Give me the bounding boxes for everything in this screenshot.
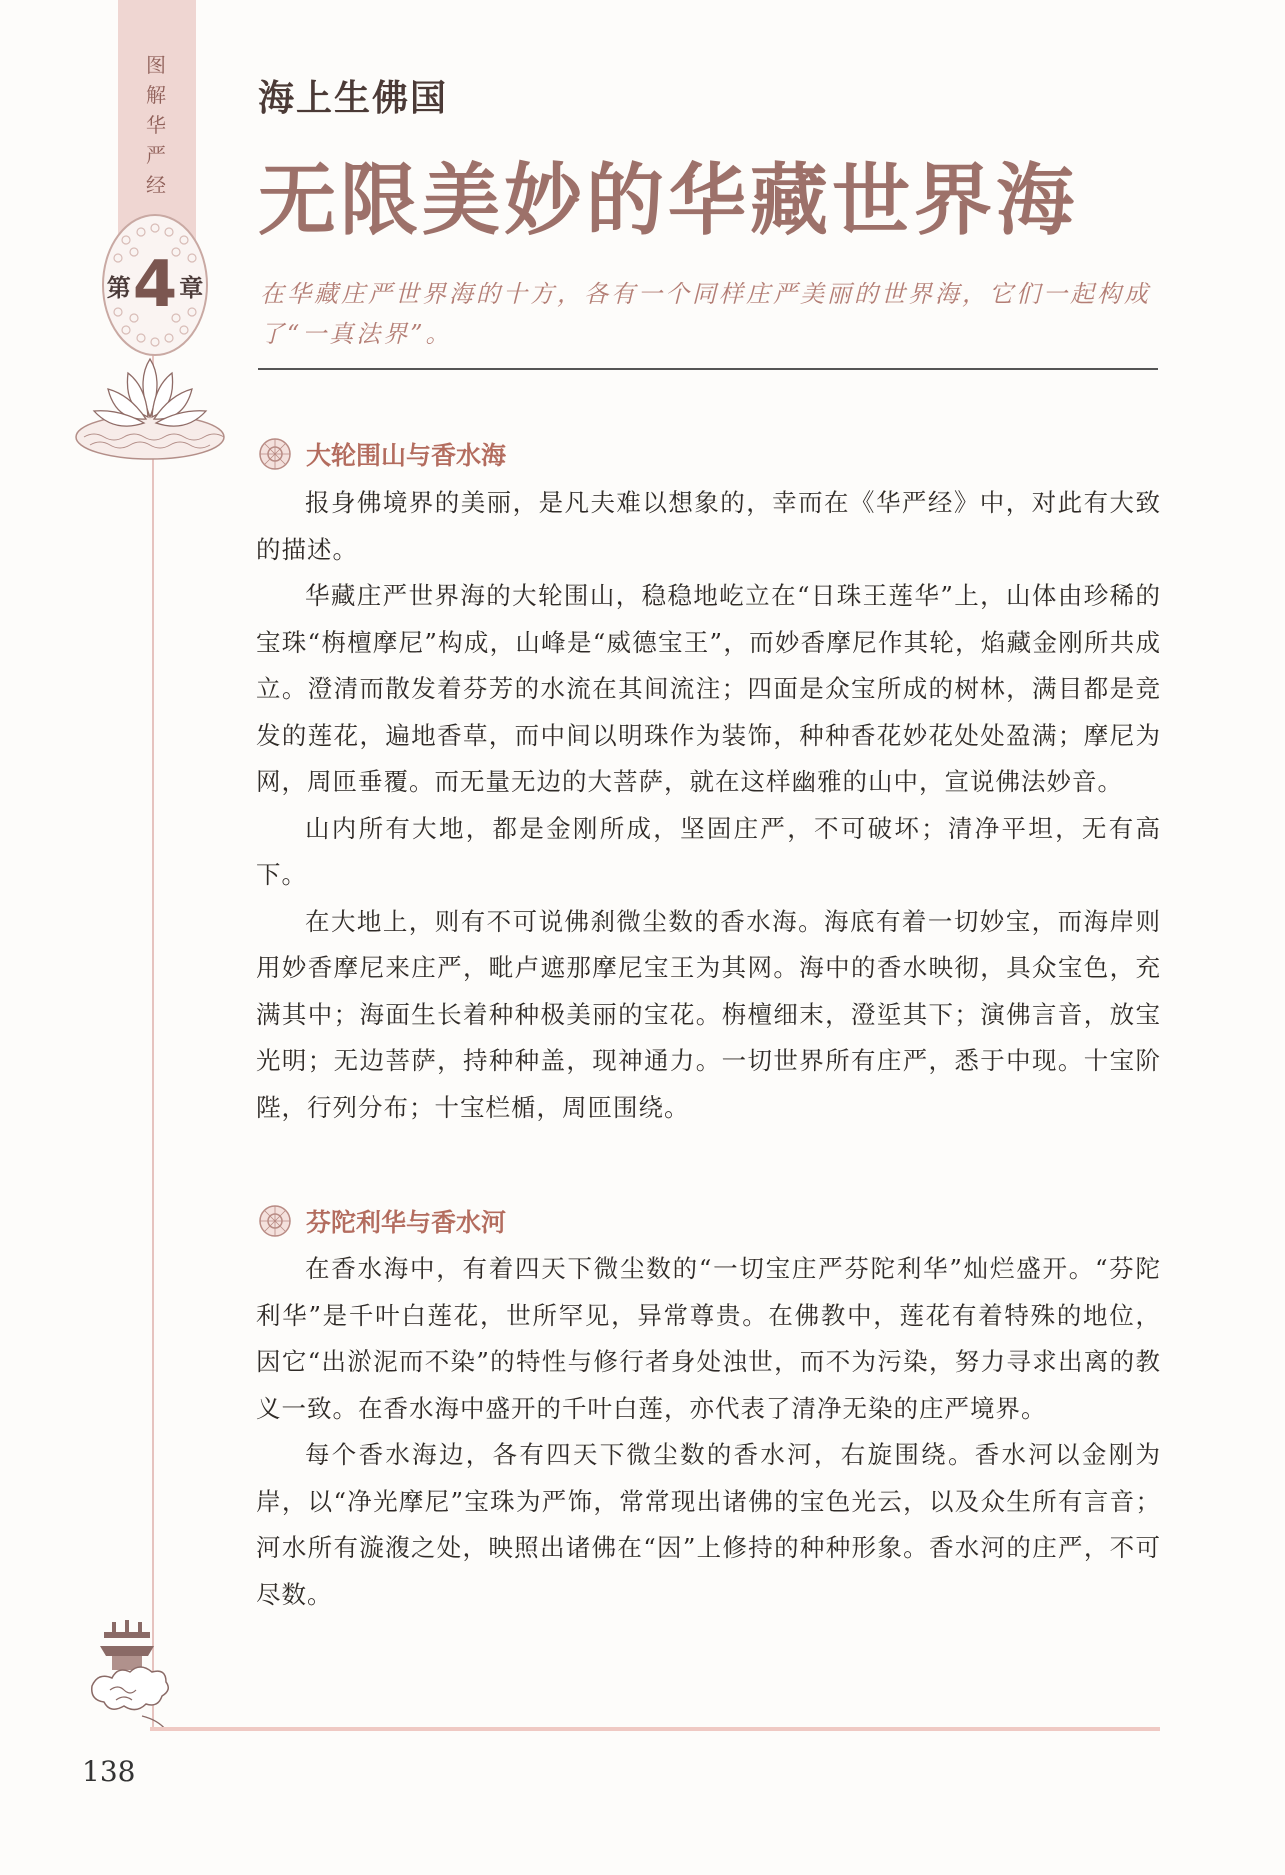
- paragraph: 报身佛境界的美丽，是凡夫难以想象的，幸而在《华严经》中，对此有大致的描述。: [256, 488, 1161, 564]
- book-title-char: 华: [146, 113, 166, 137]
- chapter-suffix: 章: [179, 273, 204, 302]
- lead-summary: 在华藏庄严世界海的十方，各有一个同样庄严美丽的世界海，它们一起构成了“一真法界”。: [260, 280, 1151, 348]
- page-number: 138: [82, 1755, 136, 1788]
- footer-divider: [150, 1727, 1160, 1731]
- paragraph: 在香水海中，有着四天下微尘数的“一切宝庄严芬陀利华”灿烂盛开。“芬陀利华”是千叶白莲花，世所罕见，异常尊贵。在佛教中，莲花有着特殊的地位，因它“出淤泥而不染”的特性与修行者身处浊世，而不为污染，努力寻求出离的教义一致。在香水海中盛开的千叶白莲，亦代表了清净无染的庄严境界。: [256, 1254, 1161, 1423]
- section-heading: [258, 1203, 506, 1239]
- chapter-prefix: 第: [106, 273, 131, 302]
- paragraph: 山内所有大地，都是金刚所成，坚固庄严，不可破坏；清净平坦，无有高下。: [256, 813, 1161, 889]
- page-title: 无限美妙的华藏世界海: [258, 155, 1079, 246]
- section-body: [256, 1246, 1161, 1618]
- paragraph: 华藏庄严世界海的大轮围山，稳稳地屹立在“日珠王莲华”上，山体由珍稀的宝珠“栴檀摩尼”构成，山峰是“威德宝王”，而妙香摩尼作其轮，焰藏金刚所共成立。澄清而散发着芬芳的水流在其间流注；四面是众宝所成的树林，满目都是竞发的莲花，遍地香草，而中间以明珠作为装饰，种种香花妙花处处盈满；摩尼为网，周匝垂覆。而无量无边的大菩萨，就在这样幽雅的山中，宣说佛法妙音。: [256, 581, 1161, 796]
- section-body: [256, 480, 1161, 1131]
- book-title-char: 经: [146, 173, 166, 197]
- dharma-wheel-icon: [258, 437, 292, 471]
- book-title-vertical: [138, 50, 174, 200]
- section-kicker: 海上生佛国: [258, 77, 449, 119]
- margin-line: [152, 330, 154, 1730]
- temple-cloud-ornament-icon: [82, 1620, 172, 1730]
- section-heading-label: 芬陀利华与香水河: [306, 1208, 507, 1237]
- book-title-char: 严: [146, 143, 166, 167]
- paragraph: 在大地上，则有不可说佛刹微尘数的香水海。海底有着一切妙宝，而海岸则用妙香摩尼来庄严，毗卢遮那摩尼宝王为其网。海中的香水映彻，具众宝色，充满其中；海面生长着种种极美丽的宝花。栴檀细末，澄垽其下；演佛言音，放宝光明；无边菩萨，持种种盖，现神通力。一切世界所有庄严，悉于中现。十宝阶陛，行列分布；十宝栏楯，周匝围绕。: [256, 906, 1161, 1122]
- header-divider: [258, 368, 1158, 370]
- lotus-icon: [70, 345, 230, 465]
- chapter-number: 4: [132, 248, 178, 322]
- dharma-wheel-icon: [258, 1204, 292, 1238]
- book-title-char: 解: [146, 83, 166, 107]
- chapter-label: [96, 240, 214, 330]
- section-heading: [258, 436, 506, 472]
- book-title-char: 图: [146, 53, 166, 77]
- section-heading-label: 大轮围山与香水海: [306, 441, 507, 470]
- paragraph: 每个香水海边，各有四天下微尘数的香水河，右旋围绕。香水河以金刚为岸，以“净光摩尼”宝珠为严饰，常常现出诸佛的宝色光云，以及众生所有言音；河水所有漩澓之处，映照出诸佛在“因”上修持的种种形象。香水河的庄严，不可尽数。: [256, 1440, 1161, 1609]
